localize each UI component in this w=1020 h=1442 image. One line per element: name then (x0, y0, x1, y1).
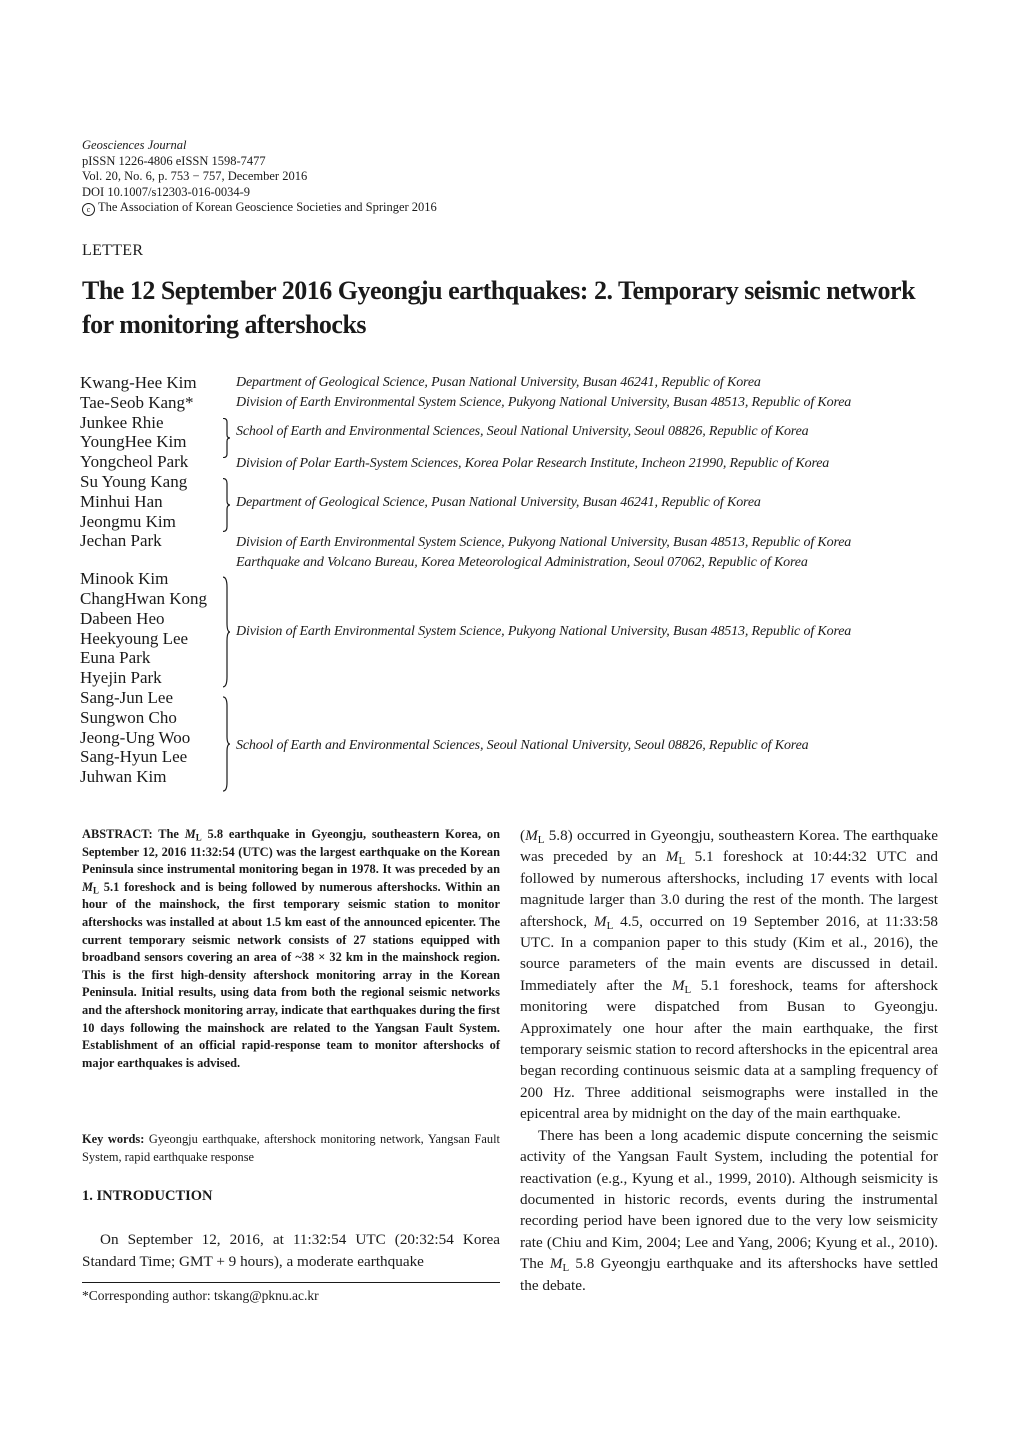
author-list (80, 373, 207, 787)
author-name: Tae-Seob Kang* (80, 392, 194, 412)
abstract-text: 5.1 foreshock and is being followed by numerous aftershocks. Within an hour of the mainshock, the first temporary seismic station to monitor aftershocks was installed at about 1.5 km east of the announced epicenter. The current temporary seismic network consists of 27 stations equipped with broadband sensors covering an area of ~38 × 32 km in the mainshock region. This is the first high-density aftershock monitoring array in the Korean Peninsula. Initial results, using data from both the regional seismic networks and the aftershock monitoring array, indicate that earthquakes during the first 10 days following the mainshock are related to the Yangsan Fault System. Establishment of an official rapid-response team to monitor aftershocks of major earthquakes is advised. (82, 879, 500, 1070)
author-name: Kwang-Hee Kim (80, 373, 197, 392)
affiliation: Division of Earth Environmental System Science, Pukyong National University, Busan 48513, Republic of Korea (236, 624, 852, 639)
body-text: 5.1 foreshock, teams for aftershock monitoring were dispatched from Busan to Gyeongju. Approximately one hour after the main earthquake, the first temporary seismic station to record aftershocks in the epicentral area began recording continuous seismic data at a sampling frequency of 200 Hz. Three additional seismographs were installed in the epicentral area by midnight on the day of the main earthquake. (520, 976, 939, 1123)
magnitude-symbol: M (525, 827, 538, 844)
author-name: Jeongmu Kim (80, 511, 176, 531)
affiliation: Department of Geological Science, Pusan National University, Busan 46241, Republic of Korea (236, 495, 761, 510)
author-name: Sang-Jun Lee (80, 687, 174, 707)
author-name: Jechan Park (80, 531, 162, 551)
magnitude-subscript: L (93, 885, 99, 896)
abstract-text: 5.8 earthquake in Gyeongju, southeastern Korea, on September 12, 2016 11:32:54 (UTC) was the largest earthquake on the Korean Peninsula since instrumental monitoring began in 1978. It was preceded by an (82, 827, 500, 877)
affiliation: Department of Geological Science, Pusan National University, Busan 46241, Republic of Korea (236, 375, 761, 390)
magnitude-subscript: L (606, 919, 614, 932)
body-text: ( (520, 827, 526, 844)
author-name: Sungwon Cho (80, 707, 177, 727)
magnitude-symbol: M (549, 1255, 563, 1273)
brace-icon (222, 696, 231, 792)
section-type: LETTER (82, 242, 144, 259)
magnitude-symbol: M (671, 976, 685, 994)
magnitude-subscript: L (537, 834, 545, 847)
magnitude-subscript: L (684, 983, 692, 996)
paper-title: The 12 September 2016 Gyeongju earthquakes: 2. Temporary seismic network for monitoring aftershocks (82, 276, 916, 339)
magnitude-subscript: L (562, 1262, 570, 1275)
journal-volume: Vol. 20, No. 6, p. 753 − 757, December 2016 (82, 169, 308, 183)
brace-icon (222, 478, 231, 532)
author-spacer (80, 551, 207, 569)
journal-name: Geosciences Journal (82, 138, 187, 152)
journal-issn: pISSN 1226-4806 eISSN 1598-7477 (82, 153, 266, 168)
journal-doi: DOI 10.1007/s12303-016-0034-9 (82, 184, 251, 199)
footnote-rule (82, 1282, 500, 1283)
body-text: 4.5, occurred on 19 September 2016, at 11:33:58 UTC. In a companion paper to this study (Kim et al., 2016), the source parameters of the main events are discussed in detail. Immediately after the (520, 912, 939, 994)
journal-copyright: The Association of Korean Geoscience Societies and Springer 2016 (98, 200, 437, 214)
affiliation: Division of Earth Environmental System Science, Pukyong National University, Busan 48513, Republic of Korea (236, 395, 852, 410)
body-text: 5.1 foreshock at 10:44:32 UTC and followed by numerous aftershocks, including 17 events with local magnitude larger than 3.0 during the rest of the month. The largest aftershock, (520, 848, 939, 930)
magnitude-symbol: M (184, 827, 196, 841)
magnitude-symbol: M (82, 879, 94, 894)
journal-copyright-line (82, 200, 437, 216)
body-text: There has been a long academic dispute concerning the seismic activity of the Yangsan Fault System, including the potential for reactivation (e.g., Kyung et al., 1999, 2010). Although seismicity is documented in historic records, events during the instrumental recording period have been ignored due to the very low seismicity rate (Chiu and Kim, 2004; Lee and Yang, 2006; Kyung et al., 2010). The (520, 1126, 938, 1273)
affiliation: School of Earth and Environmental Sciences, Seoul National University, Seoul 08826, Republic of Korea (236, 738, 809, 753)
body-paragraph (520, 1125, 938, 1296)
author-name: Jeong-Ung Woo (80, 727, 191, 747)
author-name: Dabeen Heo (80, 608, 165, 628)
affiliation: School of Earth and Environmental Sciences, Seoul National University, Seoul 08826, Republic of Korea (236, 424, 809, 439)
magnitude-symbol: M (665, 848, 679, 866)
magnitude-symbol: M (593, 912, 607, 930)
body-paragraph (520, 825, 938, 1125)
keywords (82, 1131, 500, 1166)
intro-paragraph: On September 12, 2016, at 11:32:54 UTC (20:32:54 Korea Standard Time; GMT + 9 hours), a moderate earthquake (82, 1231, 500, 1270)
brace-icon (222, 418, 231, 458)
author-name: Juhwan Kim (80, 767, 167, 787)
body-text: 5.8) occurred in Gyeongju, southeastern Korea. The earthquake was preceded by an (520, 827, 939, 866)
affiliation: Division of Earth Environmental System Science, Pukyong National University, Busan 48513, Republic of Korea (236, 535, 852, 550)
author-name: Junkee Rhie (80, 412, 164, 432)
right-column-text (520, 825, 938, 1296)
author-name: Su Young Kang (80, 471, 188, 491)
author-name: ChangHwan Kong (80, 588, 208, 608)
keywords-text: Gyeongju earthquake, aftershock monitoring network, Yangsan Fault System, rapid earthquake response (82, 1132, 500, 1164)
journal-header (82, 138, 437, 216)
author-name: Minhui Han (80, 491, 163, 511)
magnitude-subscript: L (678, 855, 686, 868)
abstract-label: ABSTRACT: (82, 827, 153, 841)
author-name: Euna Park (80, 648, 151, 668)
author-name: Yongcheol Park (80, 452, 189, 472)
author-name: Sang-Hyun Lee (80, 747, 188, 767)
footnote: *Corresponding author: tskang@pknu.ac.kr (82, 1288, 319, 1303)
section-heading: 1. INTRODUCTION (82, 1188, 213, 1204)
author-name: Hyejin Park (80, 668, 162, 688)
copyright-icon: c (82, 203, 95, 216)
author-name: Heekyoung Lee (80, 628, 189, 648)
author-name: Minook Kim (80, 569, 169, 589)
body-text: 5.8 Gyeongju earthquake and its aftershocks have settled the debate. (520, 1255, 939, 1294)
magnitude-subscript: L (195, 832, 202, 843)
keywords-label: Key words: (82, 1132, 145, 1146)
affiliation: Division of Polar Earth-System Sciences, Korea Polar Research Institute, Incheon 21990, Republic of Korea (236, 456, 830, 471)
abstract (82, 826, 500, 1072)
brace-icon (222, 576, 231, 688)
abstract-text: The (158, 827, 179, 841)
author-name: YoungHee Kim (80, 432, 187, 452)
affiliation: Earthquake and Volcano Bureau, Korea Meteorological Administration, Seoul 07062, Republic of Korea (236, 555, 808, 570)
